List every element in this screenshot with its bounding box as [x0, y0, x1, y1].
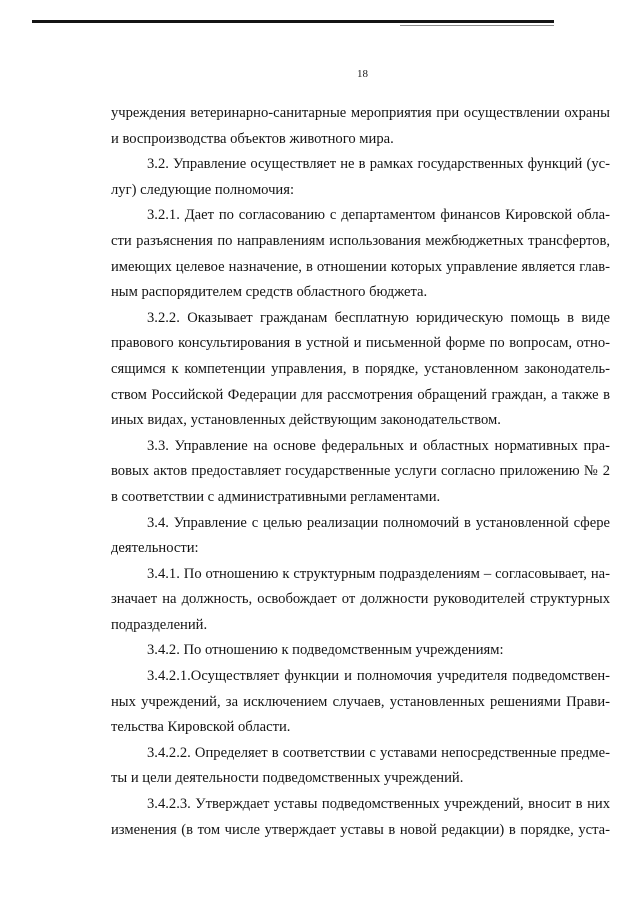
document-body	[111, 101, 610, 843]
text-line: 3.4.2.2. Определяет в соответствии с уставами непосредственные предме-	[147, 744, 610, 761]
text-line: 3.2. Управление осуществляет не в рамках государственных функций (ус-	[147, 156, 610, 173]
text-line: имеющих целевое назначение, в отношении которых управление является глав-	[111, 258, 610, 275]
page-number: 18	[357, 68, 368, 80]
text-line: значает на должность, освобождает от должности руководителей структурных	[111, 591, 610, 608]
text-line: ным распорядителем средств областного бюджета.	[111, 284, 428, 301]
top-rule-underline	[400, 25, 554, 26]
text-line: 3.4.2. По отношению к подведомственным учреждениям:	[147, 642, 504, 659]
text-line: 3.4.2.1.Осуществляет функции и полномочия учредителя подведомствен-	[147, 668, 610, 685]
text-line: 3.2.2. Оказывает гражданам бесплатную юридическую помощь в виде	[147, 309, 610, 326]
text-line: ных учреждений, за исключением случаев, установленных решениями Прави-	[111, 693, 610, 710]
text-line: и воспроизводства объектов животного мира.	[111, 130, 394, 147]
text-line: 3.2.1. Дает по согласованию с департаментом финансов Кировской обла-	[147, 207, 610, 224]
text-line: сящимся к компетенции управления, в порядке, установленном законодатель-	[111, 360, 610, 377]
text-line: вовых актов предоставляет государственные услуги согласно приложению № 2	[111, 463, 610, 480]
text-line: иных видах, установленных действующим законодательством.	[111, 412, 501, 429]
text-line: 3.4.1. По отношению к структурным подразделениям – согласовывает, на-	[147, 565, 610, 582]
top-rule	[32, 20, 554, 23]
text-line: правового консультирования в устной и письменной форме по вопросам, отно-	[111, 335, 610, 352]
text-line: ты и цели деятельности подведомственных учреждений.	[111, 770, 464, 787]
text-line: 3.4.2.3. Утверждает уставы подведомственных учреждений, вносит в них	[147, 796, 610, 813]
text-line: луг) следующие полномочия:	[111, 181, 295, 198]
text-line: деятельности:	[111, 540, 199, 557]
text-line: сти разъяснения по направлениям использования межбюджетных трансфертов,	[111, 232, 610, 249]
text-line: изменения (в том числе утверждает уставы в новой редакции) в порядке, уста-	[111, 821, 610, 838]
text-line: учреждения ветеринарно-санитарные мероприятия при осуществлении охраны	[111, 105, 610, 121]
text-line: в соответствии с административными регламентами.	[111, 488, 441, 505]
text-line: 3.4. Управление с целью реализации полномочий в установленной сфере	[147, 514, 610, 531]
text-line: ством Российской Федерации для рассмотрения обращений граждан, а также в	[111, 386, 610, 403]
text-line: подразделений.	[111, 616, 208, 633]
text-line: тельства Кировской области.	[111, 719, 291, 736]
text-line: 3.3. Управление на основе федеральных и областных нормативных пра-	[147, 437, 610, 454]
